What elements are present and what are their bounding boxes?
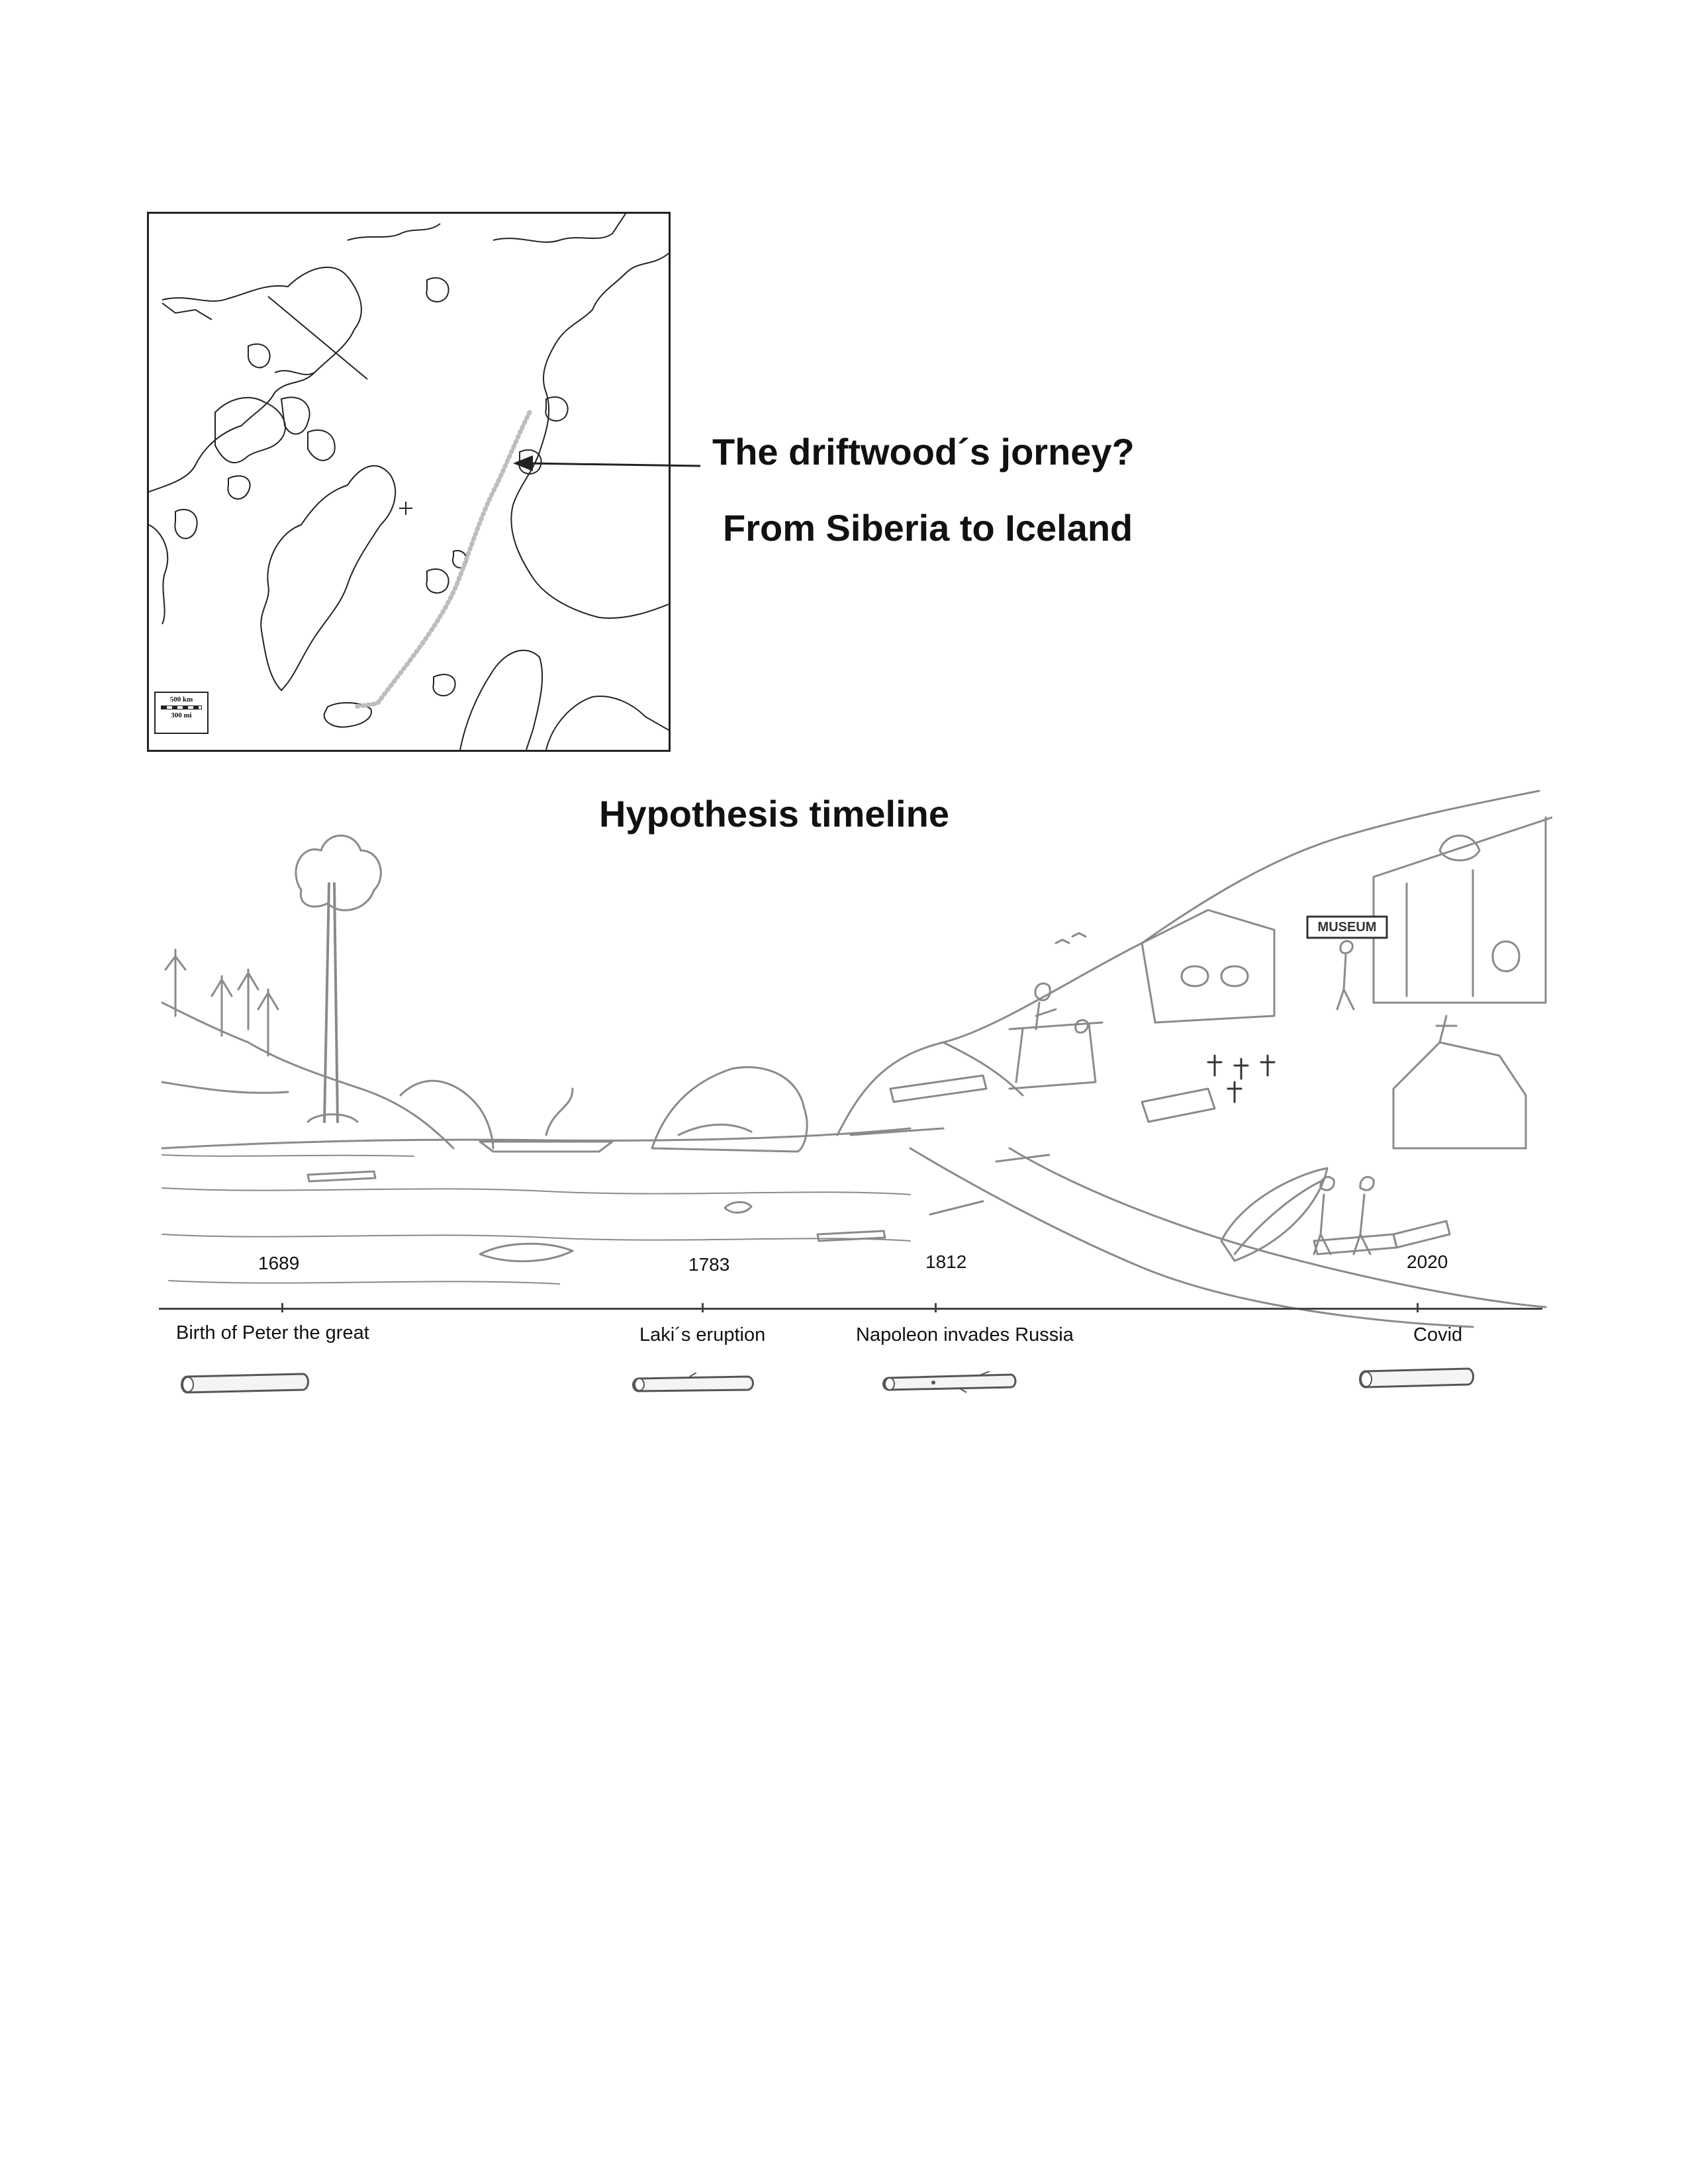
- log-icon: [630, 1373, 756, 1395]
- timeline-title: Hypothesis timeline: [599, 793, 950, 835]
- drift-route: [354, 412, 530, 707]
- event-year: 1689: [258, 1253, 300, 1273]
- event-year: 2020: [1407, 1251, 1448, 1272]
- scale-km: 500 km: [169, 696, 193, 704]
- log-icon: [179, 1370, 311, 1396]
- scale-mi: 300 mi: [171, 711, 192, 719]
- headline-route: From Siberia to Iceland: [723, 507, 1133, 549]
- event-label: Laki´s eruption: [639, 1324, 766, 1345]
- event-label: Covid: [1413, 1324, 1463, 1345]
- log-icon: [880, 1371, 1019, 1394]
- timeline-tick: [1417, 1303, 1419, 1312]
- event-label: Birth of Peter the great: [176, 1322, 369, 1343]
- pointer-arrow: [510, 450, 708, 477]
- headline-question: The driftwood´s jorney?: [712, 431, 1135, 473]
- map-scale: [154, 692, 209, 734]
- log-icon: [1357, 1365, 1476, 1391]
- museum-sign: MUSEUM: [1317, 920, 1377, 934]
- event-label: Napoleon invades Russia: [856, 1324, 1074, 1345]
- event-year: 1783: [688, 1254, 730, 1275]
- arctic-map: [147, 212, 671, 752]
- timeline-tick: [702, 1303, 704, 1312]
- timeline-tick: [281, 1303, 283, 1312]
- arctic-map-drawing: [149, 214, 669, 750]
- timeline-axis: [159, 1308, 1542, 1310]
- timeline-tick: [935, 1303, 937, 1312]
- event-year: 1812: [925, 1251, 967, 1272]
